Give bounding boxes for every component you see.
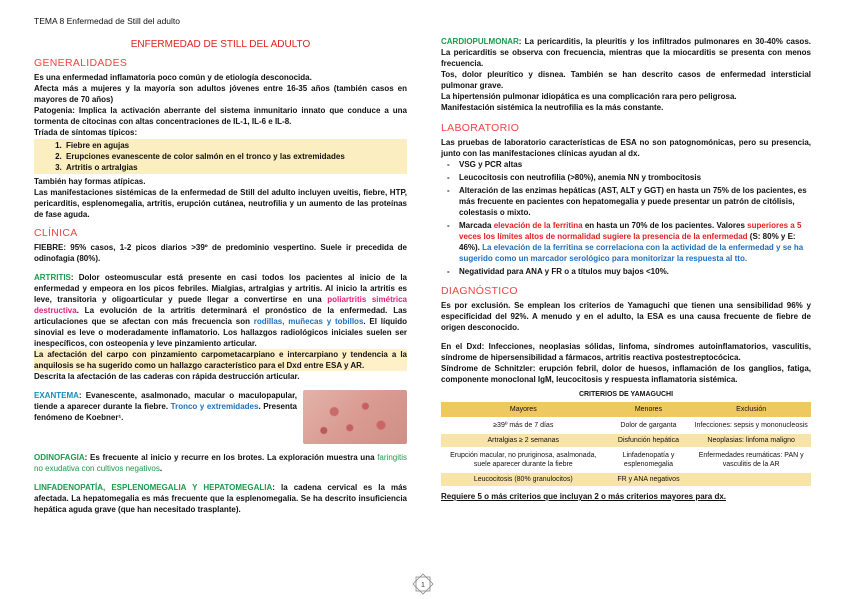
list-item: - Marcada elevación de la ferritina en hasta un 70% de los pacientes. Valores superiores a 5 veces los límites altos de normalidad sugiere la presencia de la enfermedad (S: 80% y E: 46%). La elevación de la ferritina se correlaciona con la actividad de la enfermedad y se ha sugerido como un marcador serológico para monitorizar la respuesta al tto. (441, 220, 811, 264)
odinofagia-paragraph: ODINOFAGIA: Es frecuente al inicio y recurre en los brotes. La exploración muestra una faringitis no exudativa con cultivos negativos. (34, 453, 407, 473)
yamaguchi-requirement: Requiere 5 o más criterios que incluyan 2 o más criterios mayores para dx. (441, 492, 727, 501)
triad-list (34, 139, 407, 174)
car-t4: Manifestación sistémica la neutrofilia es la más constante. (441, 103, 664, 112)
yamaguchi-table (441, 402, 811, 488)
poliartritis-text: poliartritis simétrica destructiva (34, 295, 407, 315)
list-item: - Leucocitosis con neutrofilia (>80%), anemia NN y trombocitosis (441, 172, 811, 183)
left-column (34, 36, 407, 515)
diagnostico-heading: DIAGNÓSTICO (441, 285, 518, 297)
exantema-label: EXANTEMA (34, 391, 79, 400)
table-row: Artralgias ≥ 2 semanas Disfunción hepática Neoplasias: linfoma maligno (441, 433, 811, 448)
gen-p4: También hay formas atípicas. (34, 177, 146, 186)
page-number-badge (412, 573, 434, 595)
triad-item: 2. Erupciones evanescente de color salmón en el tronco y las extremidades (64, 151, 407, 162)
joints-text: rodillas, muñecas y tobillos (253, 317, 364, 326)
table-header: Exclusión (691, 402, 811, 418)
dia-p1: Es por exclusión. Se emplean los criterios de Yamaguchi que tienen una sensibilidad 96% y especificidad del 92%. A menudo y en el adulto, la ESA es una causa frecuente de fiebre de origen desconocido. (441, 301, 811, 332)
lab-list (441, 159, 811, 277)
artritis-label: ARTRITIS (34, 273, 71, 282)
page-title: ENFERMEDAD DE STILL DEL ADULTO (130, 39, 311, 50)
fiebre-text: FIEBRE: 95% casos, 1-2 picos diarios >39º de predominio vespertino. Suele ir precedida de odinofagia (80%). (34, 243, 407, 263)
list-item: - VSG y PCR altas (441, 159, 811, 170)
carpo-highlight: La afectación del carpo con pinzamiento carpometacarpiano e intercarpiano y tendencia a la anquilosis se ha sugerido como un hallazgo característico para el Dxd entre ESA y AR. (34, 350, 407, 370)
gen-p1: Es una enfermedad inflamatoria poco común y de etiología desconocida. (34, 73, 312, 82)
linfadenopatia-label: LINFADENOPATÍA, ESPLENOMEGALIA Y HEPATOMEGALIA (34, 483, 273, 492)
cardiopulmonar-label: CARDIOPULMONAR (441, 37, 519, 46)
cardiopulmonar-paragraph: CARDIOPULMONAR: La pericarditis, la pleuritis y los infiltrados pulmonares en 30-40% casos. La pericarditis se observa con frecuencia, mientras que la miocarditis se presenta con menos frecuencia. (441, 37, 811, 68)
table-row: Leucocitosis (80% granulocitos) FR y ANA negativos (441, 472, 811, 487)
triad-item: 1. Fiebre en agujas (64, 140, 407, 151)
exantema-paragraph: EXANTEMA: Evanescente, asalmonado, macular o maculopapular, tiende a aparecer durante la fiebre. Tronco y extremidades. Presenta fenómeno de Koebner¹. (34, 391, 297, 422)
odinofagia-label: ODINOFAGIA (34, 453, 85, 462)
yamaguchi-caption: CRITERIOS DE YAMAGUCHI (578, 391, 674, 398)
table-header: Mayores (441, 402, 606, 418)
page-number: 1 (421, 582, 425, 589)
linfadenopatia-paragraph: LINFADENOPATÍA, ESPLENOMEGALIA Y HEPATOMEGALIA: la cadena cervical es la más afectada. La hepatomegalia es más frecuente que la esplenomegalia. Se ha descrito insuficiencia hepática aguda grave (que han necesitado trasplante). (34, 483, 407, 514)
dia-p3: Síndrome de Schnitzler: erupción febril, dolor de huesos, inflamación de los ganglios, fatiga, componente monoclonal IgM, leucocitosis y respuesta inflamatoria sistémica. (441, 364, 811, 384)
list-item: - Negatividad para ANA y FR o a títulos muy bajos <10%. (441, 266, 811, 277)
laboratorio-heading: LABORATORIO (441, 122, 520, 134)
table-header: Menores (606, 402, 692, 418)
dia-p2: En el Dxd: Infecciones, neoplasias sólidas, linfoma, síndromes autoinflamatorios, vasculitis, síndrome de hipersensibilidad a fármacos, artritis reactiva postestreptocócica. (441, 342, 811, 362)
table-row: ≥39º más de 7 días Dolor de garganta Infecciones: sepsis y mononucleosis (441, 418, 811, 433)
gen-p5: Las manifestaciones sistémicas de la enfermedad de Still del adulto incluyen uveítis, fiebre, HTP, pericarditis, esplenomegalia, artritis, erupción cutánea, neutrofilia y un aumento de las proteínas de fase aguda. (34, 188, 407, 219)
right-column (441, 36, 811, 502)
artritis-paragraph: ARTRITIS: Dolor osteomuscular está presente en casi todos los pacientes al inicio de la enfermedad y empeora en los picos febriles. Mialgias, artralgias y artritis. Al inicio la artritis es leve, transitoria y oligoarticular y puede llegar a convertirse en una poliartritis simétrica destructiva. La evolución de la artritis determinará el pronóstico de la enfermedad. Las articulaciones que se afectan con más frecuencia son rodillas, muñecas y tobillos. El líquido sinovial es leve o moderadamente inflamatorio. Los hallazgos radiológicos iniciales suelen ser inespecíficos, con osteopenia y leve pinzamiento articular. (34, 273, 407, 348)
clinica-heading: CLÍNICA (34, 227, 78, 239)
list-item: - Alteración de las enzimas hepáticas (AST, ALT y GGT) en hasta un 75% de los pacientes, es más frecuente en pacientes con hepatomegalia y puede presentar un patrón de citólisis, colestasis o mixto. (441, 185, 811, 218)
triad-label: Tríada de síntomas típicos: (34, 128, 138, 137)
gen-p2: Afecta más a mujeres y la mayoría son adultos jóvenes entre 16-35 años (también casos en mayores de 70 años) (34, 84, 407, 104)
gen-p3: Patogenia: Implica la activación aberrante del sistema inmunitario innato que conduce a una tormenta de citocinas con altas concentraciones de IL-1, IL-6 e IL-8. (34, 106, 407, 126)
lab-intro: Las pruebas de laboratorio características de ESA no son patognomónicas, pero su presencia, junto con las manifestaciones clínicas ayudan al dx. (441, 138, 811, 158)
triad-item: 3. Artritis o artralgias (64, 162, 407, 173)
page-header: TEMA 8 Enfermedad de Still del adulto (34, 16, 180, 26)
exantema-block (34, 390, 407, 444)
generalidades-heading: GENERALIDADES (34, 57, 128, 69)
car-t3: La hipertensión pulmonar idiopática es una complicación rara pero peligrosa. (441, 92, 737, 101)
car-t2: Tos, dolor pleurítico y disnea. También se han descrito casos de enfermedad intersticial pulmonar grave. (441, 70, 811, 90)
caderas-text: Descrita la afectación de las caderas con rápida destrucción articular. (34, 372, 300, 381)
rash-photo (303, 390, 407, 444)
table-row: Erupción macular, no pruriginosa, asalmonada, suele aparecer durante la fiebre Linfadenopatía y esplenomegalia Enfermedades reumáticas: PAN y vasculitis de la AR (441, 448, 811, 472)
